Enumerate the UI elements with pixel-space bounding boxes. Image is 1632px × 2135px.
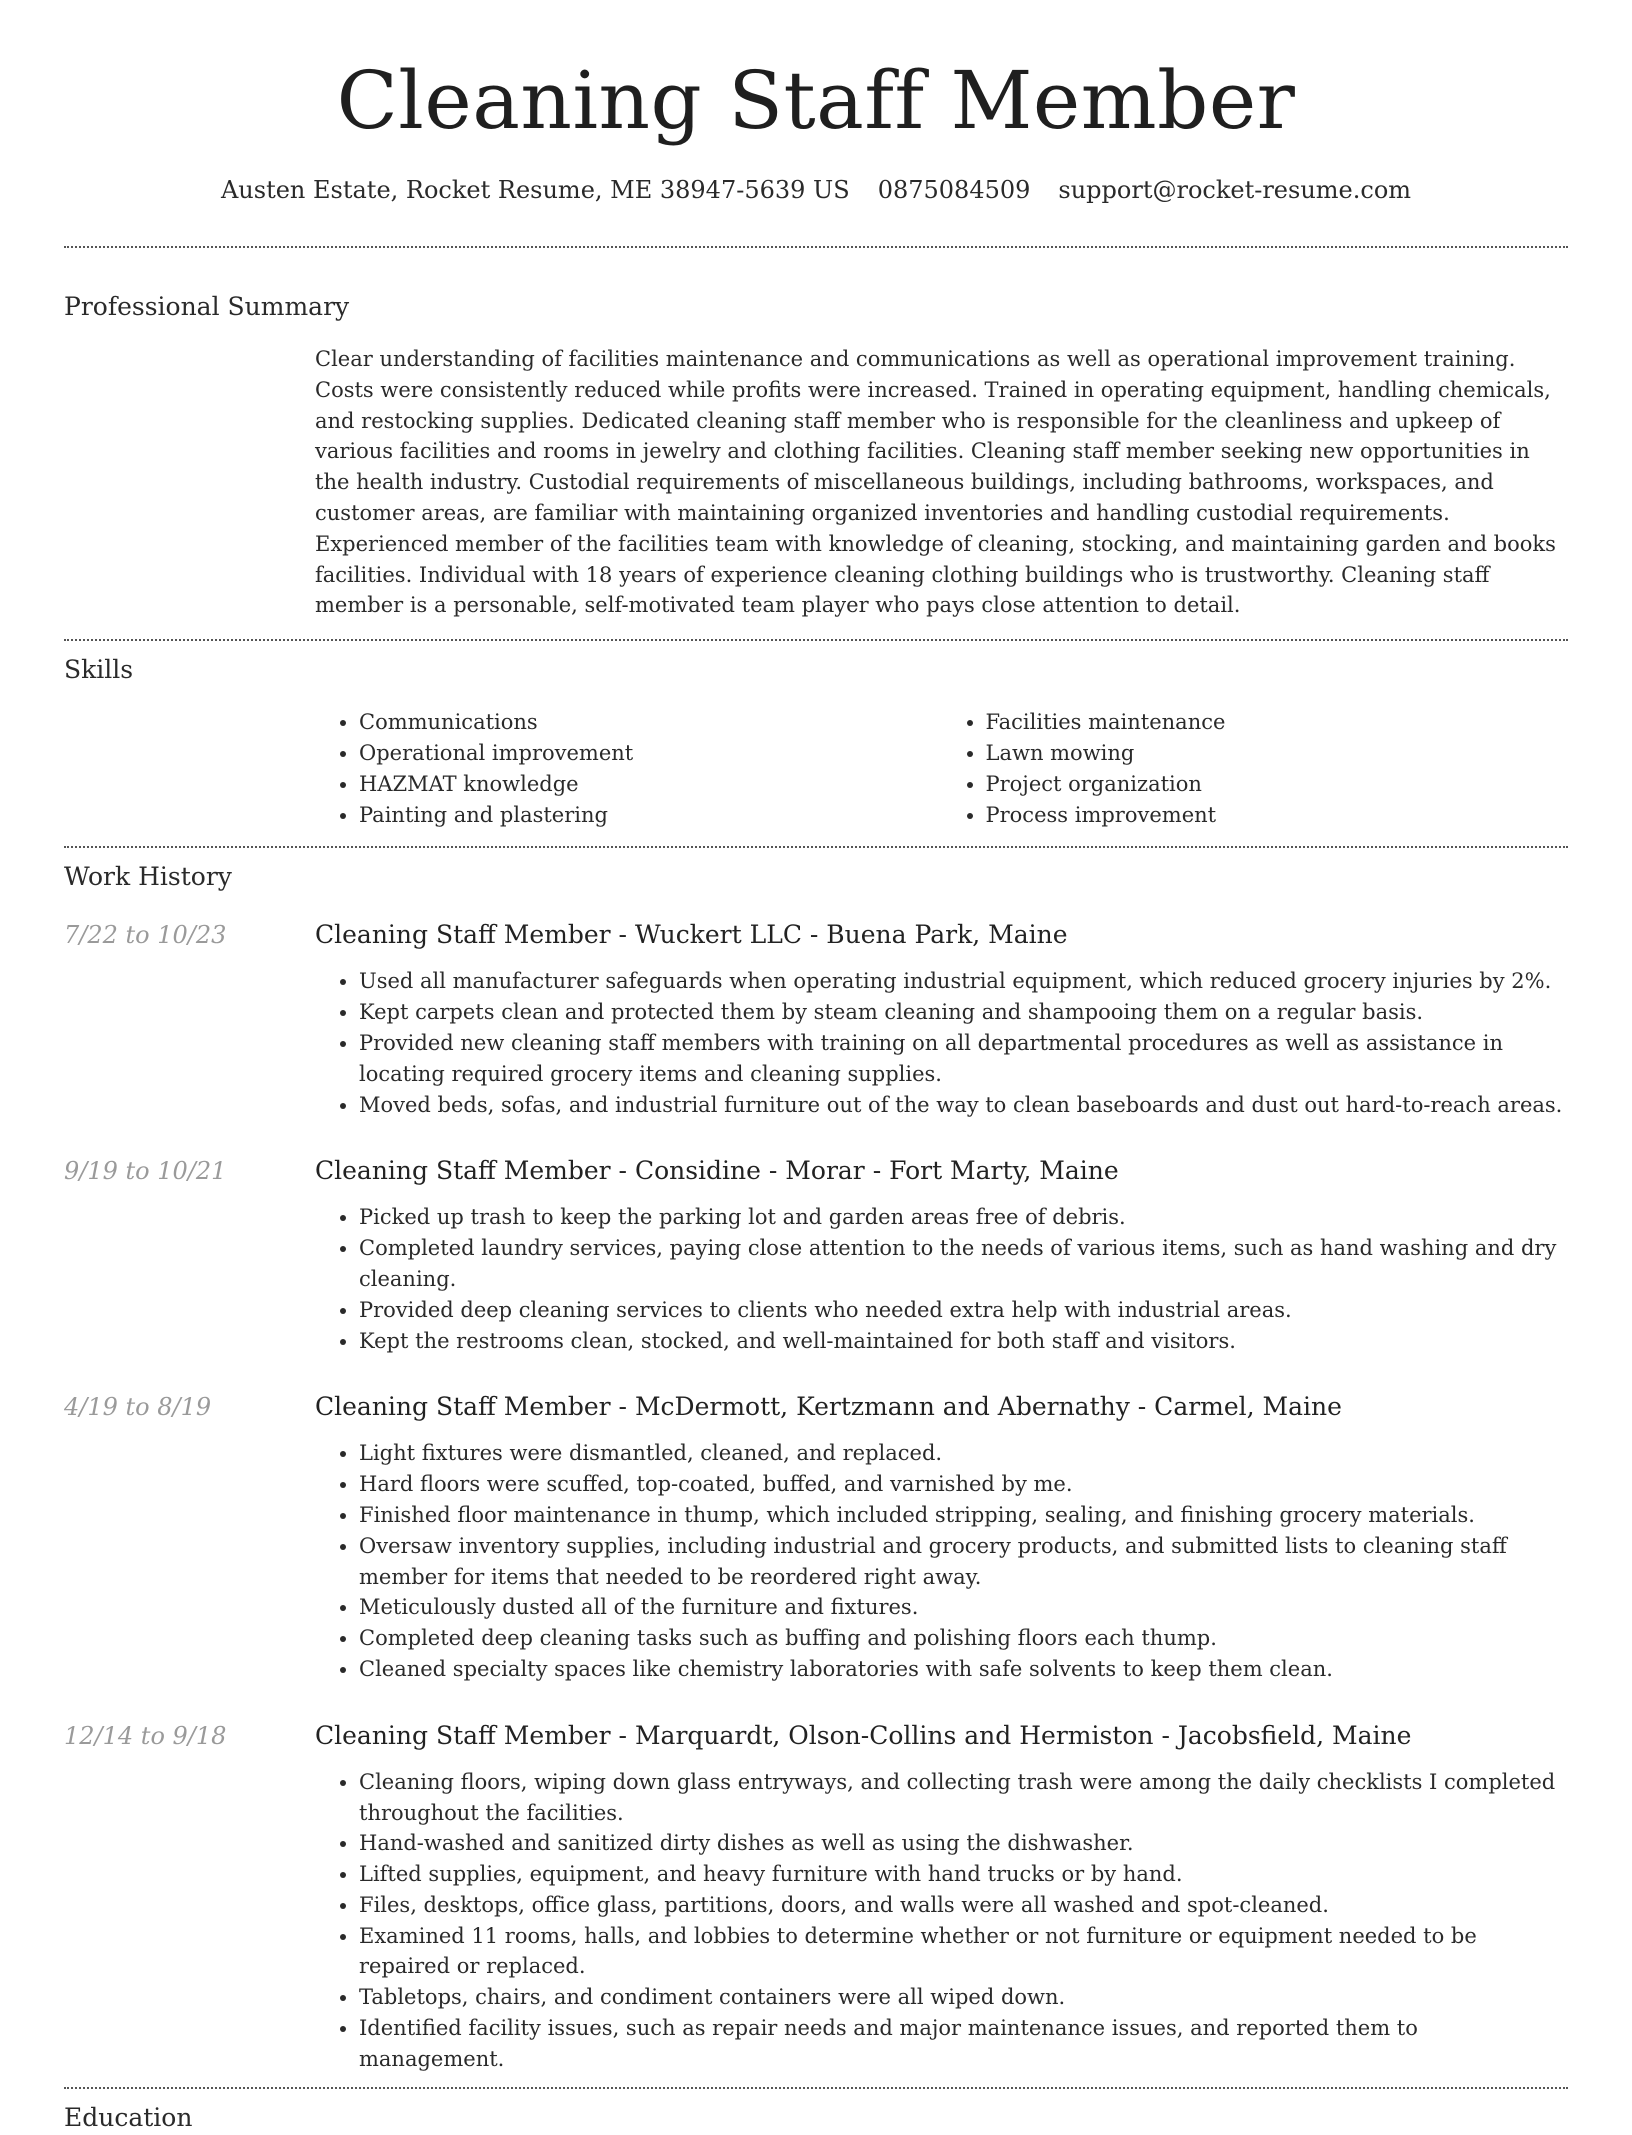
skills-section — [64, 653, 1568, 830]
job-bullet: • Identified facility issues, such as repair needs and major maintenance issues, and reported them to management. — [359, 2013, 1568, 2075]
job-bullet: • Kept carpets clean and protected them by steam cleaning and shampooing them on a regular basis. — [359, 997, 1568, 1028]
skill-item: • Facilities maintenance — [986, 707, 1569, 738]
job-bullets — [315, 966, 1568, 1120]
job-bullets — [315, 1767, 1568, 2075]
job-bullet: • Cleaning floors, wiping down glass entryways, and collecting trash were among the daily checklists I completed throughout the facilities. — [359, 1767, 1568, 1829]
skills-grid — [315, 707, 1568, 830]
divider — [64, 846, 1568, 848]
job-bullet: • Moved beds, sofas, and industrial furniture out of the way to clean baseboards and dust out hard-to-reach areas. — [359, 1090, 1568, 1121]
resume-page — [64, 0, 1568, 2135]
skill-item: • HAZMAT knowledge — [359, 769, 942, 800]
job-bullet: • Picked up trash to keep the parking lot and garden areas free of debris. — [359, 1202, 1568, 1233]
section-title-work: Work History — [64, 862, 232, 892]
skill-item: • Painting and plastering — [359, 800, 942, 831]
divider — [64, 246, 1568, 248]
job-bullet: • Completed laundry services, paying close attention to the needs of various items, such as hand washing and dry cleaning. — [359, 1233, 1568, 1295]
job-bullet: • Hand-washed and sanitized dirty dishes as well as using the dishwasher. — [359, 1828, 1568, 1859]
section-title-summary: Professional Summary — [64, 292, 350, 321]
job-bullets — [315, 1202, 1568, 1356]
divider — [64, 639, 1568, 641]
job-bullet: • Cleaned specialty spaces like chemistry laboratories with safe solvents to keep them clean. — [359, 1654, 1568, 1685]
skill-item: • Process improvement — [986, 800, 1569, 831]
contact-line — [64, 174, 1568, 206]
work-section — [64, 860, 1568, 2074]
job-bullet: • Files, desktops, office glass, partitions, doors, and walls were all washed and spot-cleaned. — [359, 1890, 1568, 1921]
summary-text: Clear understanding of facilities maintenance and communications as well as operational improvement training. Costs were consistently reduced while profits were increased. Trained in operating equipment, handling chemicals, and restocking supplies. Dedicated cleaning staff member who is responsible for the cleanliness and upkeep of various facilities and rooms in jewelry and clothing facilities. Cleaning staff member seeking new opportunities in the health industry. Custodial requirements of miscellaneous buildings, including bathrooms, workspaces, and customer areas, are familiar with maintaining organized inventories and handling custodial requirements. Experienced member of the facilities team with knowledge of cleaning, stocking, and maintaining garden and books facilities. Individual with 18 years of experience cleaning clothing buildings who is trustworthy. Cleaning staff member is a personable, self-motivated team player who pays close attention to detail. — [315, 347, 1556, 618]
job-entry — [64, 1154, 1568, 1356]
skill-item: • Communications — [359, 707, 942, 738]
job-entry — [64, 918, 1568, 1120]
job-bullet: • Examined 11 rooms, halls, and lobbies to determine whether or not furniture or equipment needed to be repaired or replaced. — [359, 1921, 1568, 1983]
skill-item: • Project organization — [986, 769, 1569, 800]
email-link[interactable]: support@rocket-resume.com — [1058, 176, 1412, 204]
skills-list-left — [315, 707, 942, 830]
job-bullet: • Provided deep cleaning services to clients who needed extra help with industrial areas. — [359, 1295, 1568, 1326]
job-title: Cleaning Staff Member - McDermott, Kertzmann and Abernathy - Carmel, Maine — [315, 1392, 1342, 1422]
skill-item: • Operational improvement — [359, 738, 942, 769]
job-title: Cleaning Staff Member - Marquardt, Olson-Collins and Hermiston - Jacobsfield, Maine — [315, 1720, 1412, 1750]
education-section — [64, 2101, 1568, 2135]
section-title-education: Education — [64, 2102, 193, 2132]
skills-list-right — [942, 707, 1569, 830]
job-bullet: • Kept the restrooms clean, stocked, and well-maintained for both staff and visitors. — [359, 1326, 1568, 1357]
job-bullet: • Light fixtures were dismantled, cleaned, and replaced. — [359, 1438, 1568, 1469]
skill-item: • Lawn mowing — [986, 738, 1569, 769]
job-bullet: • Hard floors were scuffed, top-coated, buffed, and varnished by me. — [359, 1469, 1568, 1500]
section-title-skills: Skills — [64, 655, 134, 685]
job-bullet: • Meticulously dusted all of the furniture and fixtures. — [359, 1592, 1568, 1623]
job-entry — [64, 1719, 1568, 2075]
job-bullet: • Lifted supplies, equipment, and heavy furniture with hand trucks or by hand. — [359, 1859, 1568, 1890]
job-bullets — [315, 1438, 1568, 1684]
phone-text: 0875084509 — [877, 176, 1031, 204]
job-entry — [64, 1390, 1568, 1684]
job-date: 12/14 to 9/18 — [64, 1721, 227, 1750]
summary-section — [64, 290, 1568, 621]
job-date: 9/19 to 10/21 — [64, 1157, 227, 1186]
job-bullet: • Provided new cleaning staff members with training on all departmental procedures as well as assistance in locating required grocery items and cleaning supplies. — [359, 1028, 1568, 1090]
job-bullet: • Completed deep cleaning tasks such as buffing and polishing floors each thump. — [359, 1623, 1568, 1654]
job-date: 4/19 to 8/19 — [64, 1393, 212, 1422]
candidate-name: Cleaning Staff Member — [336, 54, 1296, 147]
job-bullet: • Finished floor maintenance in thump, which included stripping, sealing, and finishing grocery materials. — [359, 1500, 1568, 1531]
job-title: Cleaning Staff Member - Wuckert LLC - Buena Park, Maine — [315, 920, 1068, 950]
job-title: Cleaning Staff Member - Considine - Morar - Fort Marty, Maine — [315, 1156, 1119, 1186]
job-bullet: • Used all manufacturer safeguards when operating industrial equipment, which reduced grocery injuries by 2%. — [359, 966, 1568, 997]
job-bullet: • Tabletops, chairs, and condiment containers were all wiped down. — [359, 1982, 1568, 2013]
job-bullet: • Oversaw inventory supplies, including industrial and grocery products, and submitted lists to cleaning staff member for items that needed to be reordered right away. — [359, 1531, 1568, 1593]
divider — [64, 2087, 1568, 2089]
address-text: Austen Estate, Rocket Resume, ME 38947-5639 US — [220, 176, 850, 204]
job-date: 7/22 to 10/23 — [64, 921, 227, 950]
